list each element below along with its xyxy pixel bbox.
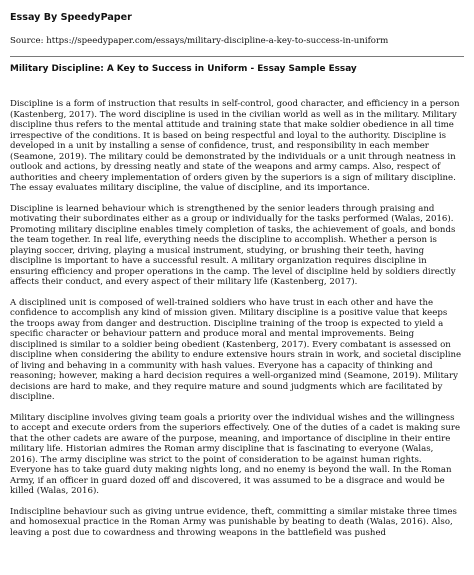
essay-body [10, 99, 464, 538]
header-divider [10, 56, 464, 57]
essay-title: Military Discipline: A Key to Success in Uniform - Essay Sample Essay [10, 64, 357, 74]
paragraph: Military discipline involves giving team goals a priority over the individual wishes and the willingness to accept and execute orders from the superiors effectively. One of the duties of a cadet is making sure that the other cadets are aware of the purpose, meaning, and importance of discipline in their entire military life. Historian admires the Roman army discipline that is fascinating to everyone (Walas, 2016). The army discipline was strict to the point of consideration to be against human rights. Everyone has to take guard duty making nights long, and no enemy is beyond the wall. In the Roman Army, if an officer in guard dozed off and discovered, it was assumed to be a disgrace and would be killed (Walas, 2016). [10, 412, 461, 496]
paragraph: Indiscipline behaviour such as giving untrue evidence, theft, committing a similar mistake three times and homosexual practice in the Roman Army was punishable by beating to death (Walas, 2016). Also, leaving a post due to cowardness and throwing weapons in the battlefield was pushed [10, 506, 457, 538]
source-line: Source: https://speedypaper.com/essays/military-discipline-a-key-to-success-in-uniform [10, 36, 389, 46]
essay-brand-heading: Essay By SpeedyPaper [10, 12, 132, 23]
paragraph: A disciplined unit is composed of well-trained soldiers who have trust in each other and have the confidence to accomplish any kind of mission given. Military discipline is a positive value that keeps the troops away from danger and destruction. Discipline training of the troop is expected to yield a specific character or behaviour pattern and produce moral and mental improvements. Being disciplined is similar to a soldier being obedient (Kastenberg, 2017). Every combatant is assessed on discipline when considering the ability to endure extensive hours strain in work, and societal discipline of living and behaving in a community with hash values. Everyone has a capacity of thinking and reasoning; however, making a hard decision requires a well-organized mind (Seamone, 2019). Military decisions are hard to make, and they require mature and sound judgments which are facilitated by discipline. [10, 297, 462, 402]
paragraph: Discipline is learned behaviour which is strengthened by the senior leaders through praising and motivating their subordinates either as a group or individually for the tasks performed (Walas, 2016). Promoting military discipline enables timely completion of tasks, the achievement of goals, and bonds the team together. In real life, everything needs the discipline to accomplish. Whether a person is playing soccer, driving, playing a musical instrument, studying, or brushing their teeth, having discipline is important to have a successful result. A military organization requires discipline in ensuring efficiency and proper operations in the camp. The level of discipline held by soldiers directly affects their conduct, and every aspect of their military life (Kastenberg, 2017). [10, 203, 456, 287]
paragraph: Discipline is a form of instruction that results in self-control, good character, and efficiency in a person (Kastenberg, 2017). The word discipline is used in the civilian world as well as in the military. Military discipline thus refers to the mental attitude and training state that make soldier obedience in all time irrespective of the conditions. It is based on being respectful and loyal to the authority. Discipline is developed in a unit by installing a sense of confidence, trust, and responsibility in each member (Seamone, 2019). The military could be demonstrated by the individuals or a unit through neatness in outlook and actions, by dressing neatly and state of the weapons and army camps. Also, respect of authorities and cheery implementation of orders given by the superiors is a sign of military discipline. The essay evaluates military discipline, the value of discipline, and its importance. [10, 99, 460, 193]
